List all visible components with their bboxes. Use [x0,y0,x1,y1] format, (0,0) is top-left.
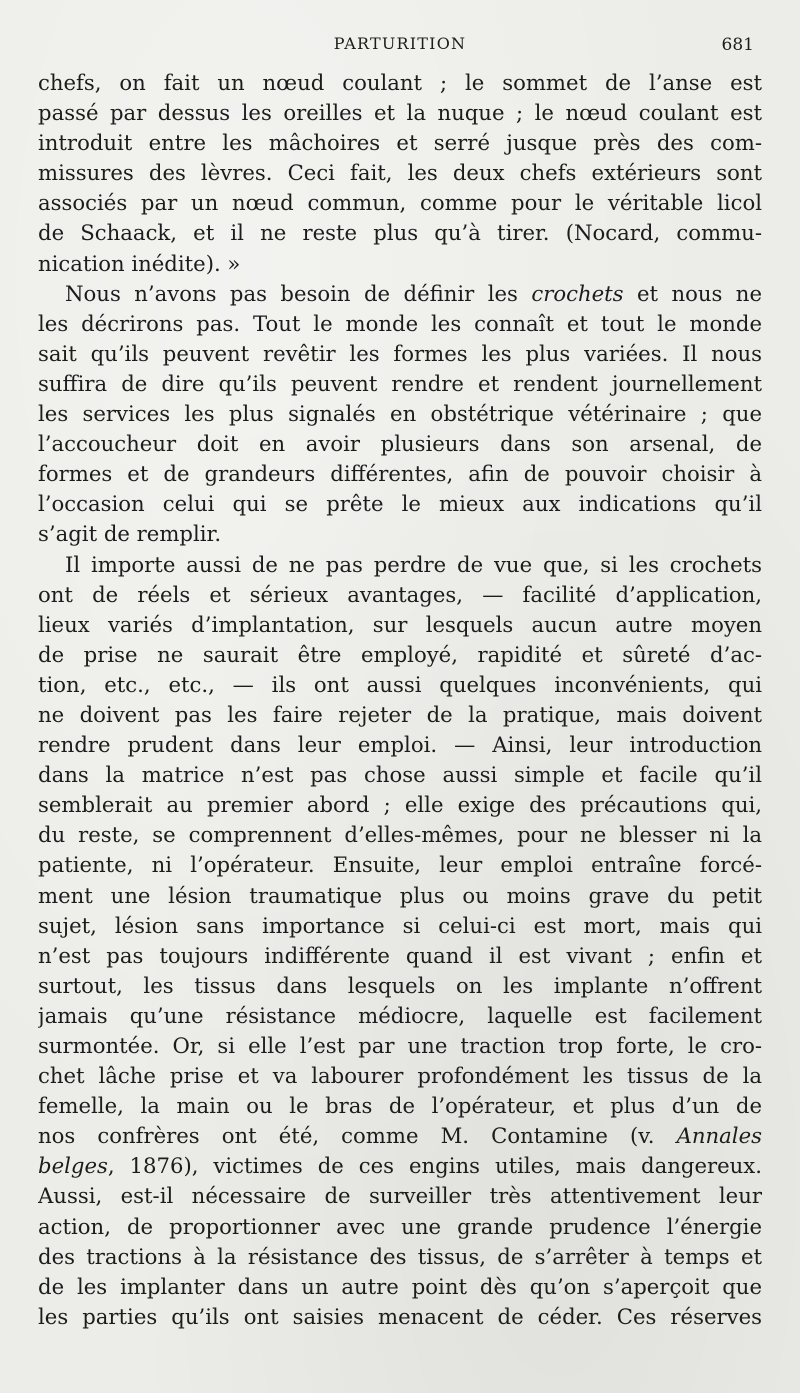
text-line: suffira de dire qu’ils peuvent rendre et rendent journellement [38,370,762,396]
text-line: de les implanter dans un autre point dès qu’on s’aperçoit que [38,1273,762,1299]
body-text [38,68,762,1332]
text-line: missures des lèvres. Ceci fait, les deux chefs extérieurs sont [38,160,762,186]
text-line: surtout, les tissus dans lesquels on les implante n’offrent [38,972,762,998]
text-line: chet lâche prise et va labourer profondément les tissus de la [38,1063,762,1089]
text-line [38,1121,762,1151]
text-line: lieux variés d’implantation, sur lesquels aucun autre moyen [38,611,762,637]
text-line: tion, etc., etc., — ils ont aussi quelques inconvénients, qui [38,671,762,697]
text-line: patiente, ni l’opérateur. Ensuite, leur emploi entraîne forcé- [38,852,762,878]
italic-term: Annales [676,1123,762,1149]
text-fragment: Nous n’avons pas besoin de définir les [65,280,518,306]
text-line: les parties qu’ils ont saisies menacent de céder. Ces réserves [38,1303,762,1329]
text-line: action, de proportionner avec une grande prudence l’énergie [38,1213,762,1239]
text-line: dans la matrice n’est pas chose aussi simple et facile qu’il [38,762,762,788]
text-line: du reste, se comprennent d’elles-mêmes, pour ne blesser ni la [38,822,762,848]
text-line: passé par dessus les oreilles et la nuque ; le nœud coulant est [38,100,762,126]
text-line: ont de réels et sérieux avantages, — facilité d’application, [38,581,762,607]
text-line: introduit entre les mâchoires et serré jusque près des com- [38,130,762,156]
text-line: les services les plus signalés en obstétrique vétérinaire ; que [38,401,762,427]
text-line [38,1151,762,1181]
text-fragment: , 1876), victimes de ces engins utiles, mais dangereux. [107,1153,762,1179]
text-line: l’accoucheur doit en avoir plusieurs dans son arsenal, de [38,431,762,457]
text-line: sujet, lésion sans importance si celui-ci est mort, mais qui [38,912,762,938]
text-line: sait qu’ils peuvent revêtir les formes les plus variées. Il nous [38,340,762,366]
text-line: les décrirons pas. Tout le monde les connaît et tout le monde [38,310,762,336]
text-line: de prise ne saurait être employé, rapidité et sûreté d’ac- [38,641,762,667]
text-line: surmontée. Or, si elle l’est par une traction trop forte, le cro- [38,1033,762,1058]
running-title: PARTURITION [333,34,467,53]
text-line: ne doivent pas les faire rejeter de la pratique, mais doivent [38,701,762,727]
text-line: n’est pas toujours indifférente quand il est vivant ; enfin et [38,942,762,968]
text-fragment: et nous ne [623,280,762,306]
text-line: l’occasion celui qui se prête le mieux aux indications qu’il [38,491,762,517]
italic-term: belges [38,1153,108,1179]
text-line: rendre prudent dans leur emploi. — Ainsi, leur introduction [38,732,762,758]
italic-term: crochets [531,280,624,306]
text-line: ment une lésion traumatique plus ou moins grave du petit [38,882,762,908]
text-line [38,279,762,309]
text-line: chefs, on fait un nœud coulant ; le sommet de l’anse est [38,70,762,95]
text-fragment: nos confrères ont été, comme M. Contamine (v. [38,1123,655,1149]
text-line: formes et de grandeurs différentes, afin de pouvoir choisir à [38,461,762,487]
text-line: de Schaack, et il ne reste plus qu’à tirer. (Nocard, commu- [38,220,762,246]
text-line: jamais qu’une résistance médiocre, laquelle est facilement [38,1002,762,1028]
text-line: Aussi, est-il nécessaire de surveiller très attentivement leur [38,1183,762,1209]
text-line: s’agit de remplir. [38,521,222,547]
text-line: Il importe aussi de ne pas perdre de vue que, si les crochets [65,551,762,577]
text-line: nication inédite). » [38,250,241,276]
text-line: associés par un nœud commun, comme pour le véritable licol [38,190,762,216]
text-line: femelle, la main ou le bras de l’opérateur, et plus d’un de [38,1093,762,1119]
running-head [0,34,800,58]
page-number: 681 [721,35,754,55]
text-line: des tractions à la résistance des tissus, de s’arrêter à temps et [38,1243,762,1269]
text-line: semblerait au premier abord ; elle exige des précautions qui, [38,792,762,818]
